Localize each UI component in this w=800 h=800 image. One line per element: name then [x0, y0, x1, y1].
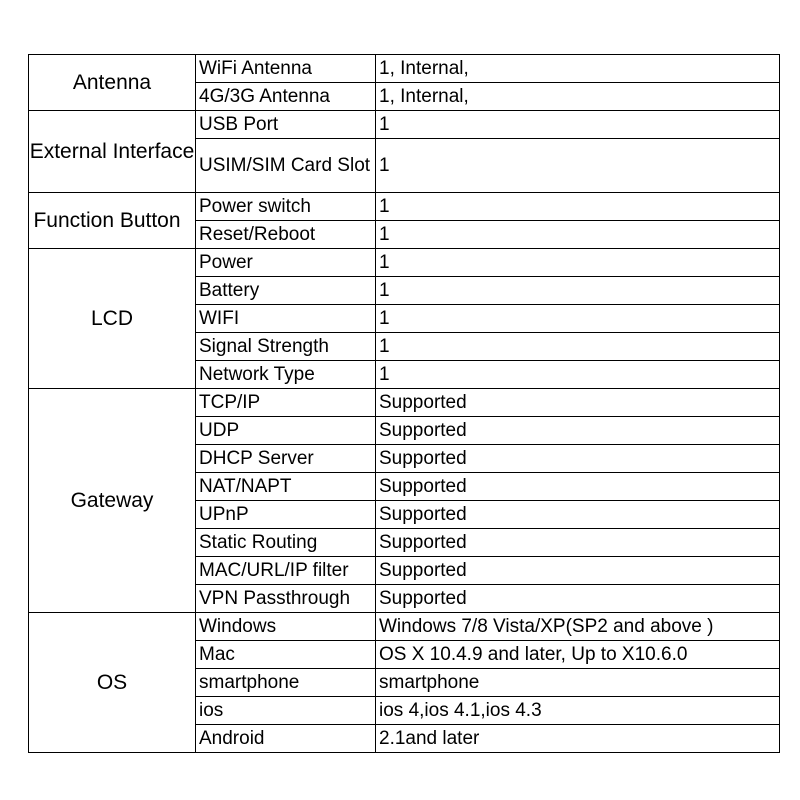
value-cell: 1: [376, 333, 780, 361]
value-cell: Supported: [376, 585, 780, 613]
value-cell: 1, Internal,: [376, 83, 780, 111]
feature-cell: UDP: [196, 417, 376, 445]
feature-cell: Network Type: [196, 361, 376, 389]
category-gateway: Gateway: [29, 389, 196, 613]
value-cell: OS X 10.4.9 and later, Up to X10.6.0: [376, 641, 780, 669]
feature-cell: UPnP: [196, 501, 376, 529]
value-cell: ios 4,ios 4.1,ios 4.3: [376, 697, 780, 725]
feature-cell: WiFi Antenna: [196, 55, 376, 83]
feature-cell: Signal Strength: [196, 333, 376, 361]
category-lcd: LCD: [29, 249, 196, 389]
feature-cell: VPN Passthrough: [196, 585, 376, 613]
value-cell: Supported: [376, 389, 780, 417]
table-row: [29, 613, 780, 641]
value-cell: 1: [376, 277, 780, 305]
value-cell: 1: [376, 361, 780, 389]
category-external-interface: External Interface: [29, 111, 196, 193]
feature-cell: Android: [196, 725, 376, 753]
value-cell: 1: [376, 111, 780, 139]
category-antenna: Antenna: [29, 55, 196, 111]
feature-cell: MAC/URL/IP filter: [196, 557, 376, 585]
value-cell: Supported: [376, 445, 780, 473]
category-function-button: [29, 193, 196, 249]
table-row: [29, 111, 780, 139]
value-cell: 1: [376, 193, 780, 221]
value-cell: Supported: [376, 473, 780, 501]
value-cell: 1: [376, 249, 780, 277]
feature-cell: DHCP Server: [196, 445, 376, 473]
feature-cell: ios: [196, 697, 376, 725]
table-row: [29, 249, 780, 277]
table-row: [29, 193, 780, 221]
spec-table: [28, 54, 780, 753]
feature-cell: USIM/SIM Card Slot: [196, 139, 376, 193]
feature-cell: Static Routing: [196, 529, 376, 557]
feature-cell: NAT/NAPT: [196, 473, 376, 501]
value-cell: 1: [376, 221, 780, 249]
value-cell: Windows 7/8 Vista/XP(SP2 and above ): [376, 613, 780, 641]
feature-cell: Reset/Reboot: [196, 221, 376, 249]
feature-cell: WIFI: [196, 305, 376, 333]
table-row: [29, 389, 780, 417]
category-os: OS: [29, 613, 196, 753]
feature-cell: USB Port: [196, 111, 376, 139]
feature-cell: Battery: [196, 277, 376, 305]
feature-cell: Mac: [196, 641, 376, 669]
feature-cell: Windows: [196, 613, 376, 641]
value-cell: 1, Internal,: [376, 55, 780, 83]
value-cell: Supported: [376, 557, 780, 585]
feature-cell: TCP/IP: [196, 389, 376, 417]
feature-cell: smartphone: [196, 669, 376, 697]
value-cell: 1: [376, 139, 780, 193]
value-cell: 1: [376, 305, 780, 333]
value-cell: 2.1and later: [376, 725, 780, 753]
table-row: [29, 55, 780, 83]
value-cell: Supported: [376, 501, 780, 529]
value-cell: smartphone: [376, 669, 780, 697]
category-label: Function Button: [33, 208, 181, 232]
value-cell: Supported: [376, 417, 780, 445]
feature-cell: Power switch: [196, 193, 376, 221]
feature-cell: Power: [196, 249, 376, 277]
feature-cell: 4G/3G Antenna: [196, 83, 376, 111]
value-cell: Supported: [376, 529, 780, 557]
